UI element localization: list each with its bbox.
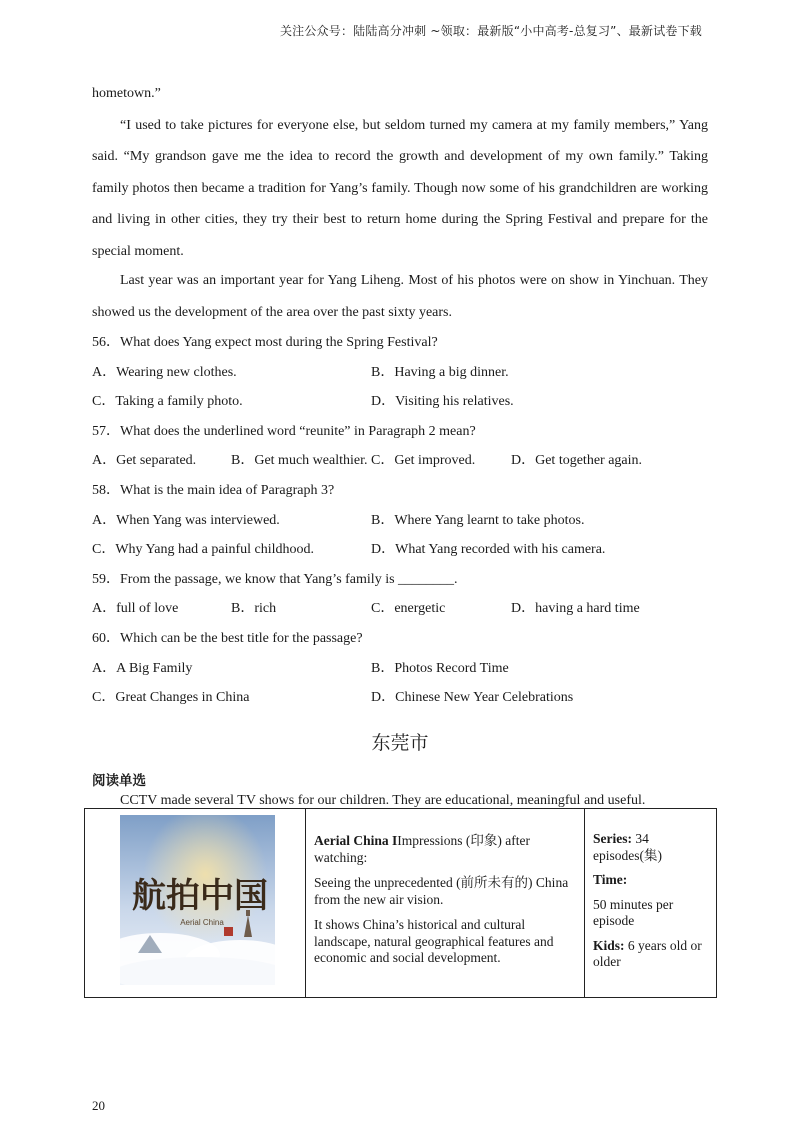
options-row bbox=[92, 654, 708, 684]
option-a[interactable]: A．A Big Family bbox=[92, 660, 193, 676]
poster-subtitle: Aerial China bbox=[180, 918, 224, 927]
paragraph: Last year was an important year for Yang Liheng. Most of his photos were on show in Yinchuan. They showed us the development of the area over the past sixty years. bbox=[92, 273, 708, 320]
option-a[interactable]: A．Get separated. bbox=[92, 453, 197, 469]
section-title: 东莞市 bbox=[371, 731, 429, 754]
show-description: Seeing the unprecedented (前所未有的) China from the new air vision. bbox=[314, 875, 569, 907]
question-stem: 57．What does the underlined word “reunite” in Paragraph 2 mean? bbox=[92, 423, 476, 439]
option-c[interactable]: C．Great Changes in China bbox=[92, 690, 250, 706]
option-b[interactable]: B．Where Yang learnt to take photos. bbox=[371, 512, 585, 528]
question-stem: 58．What is the main idea of Paragraph 3? bbox=[92, 482, 335, 498]
section-label: 阅读单选 bbox=[92, 772, 146, 789]
options-row bbox=[92, 594, 708, 624]
option-a[interactable]: A．When Yang was interviewed. bbox=[92, 512, 280, 528]
options-row bbox=[92, 535, 708, 565]
options-row bbox=[92, 506, 708, 536]
option-c[interactable]: C．Taking a family photo. bbox=[92, 394, 243, 410]
series-value: 34 episodes(集) bbox=[593, 831, 662, 863]
option-d[interactable]: D．Get together again. bbox=[511, 453, 643, 469]
options-row bbox=[92, 683, 708, 713]
info-cell bbox=[585, 809, 717, 998]
description-cell bbox=[306, 809, 585, 998]
paragraph: hometown.” bbox=[92, 86, 161, 101]
options-row bbox=[92, 387, 708, 417]
options-row bbox=[92, 358, 708, 388]
option-c[interactable]: C．Why Yang had a painful childhood. bbox=[92, 542, 315, 558]
paragraph: “I used to take pictures for everyone else, but seldom turned my camera at my family members,” Yang said. “My grandson gave me the idea to record the growth and development of my own family.” Taking family photos then became a tradition for Yang’s family. Though now some of his grandchildren are working and living in other cities, they try their best to return home during the Spring Festival and prepare for the special moment. bbox=[92, 117, 708, 259]
show-poster-image bbox=[120, 815, 275, 985]
series-label: Series: bbox=[593, 831, 632, 846]
reading-content bbox=[92, 78, 708, 813]
kids-value: 6 years old or older bbox=[593, 937, 702, 969]
page-header: 关注公众号：陆陆高分冲刺 ~领取：最新版“小中高考-总复习”、最新试卷下载 bbox=[279, 24, 702, 38]
option-d[interactable]: D．Chinese New Year Celebrations bbox=[371, 690, 574, 706]
option-c[interactable]: C．Get improved. bbox=[371, 453, 476, 469]
option-a[interactable]: A．Wearing new clothes. bbox=[92, 364, 237, 380]
show-description: It shows China’s historical and cultural landscape, natural geographical features and economic and social development. bbox=[314, 917, 554, 965]
option-d[interactable]: D．Visiting his relatives. bbox=[371, 394, 514, 410]
page-number: 20 bbox=[92, 1098, 105, 1113]
option-a[interactable]: A．full of love bbox=[92, 601, 179, 617]
option-b[interactable]: B．Get much wealthier. bbox=[231, 453, 368, 469]
poster-cell bbox=[85, 809, 306, 998]
show-title: Aerial China I bbox=[314, 833, 398, 848]
option-b[interactable]: B．Photos Record Time bbox=[371, 660, 509, 676]
option-b[interactable]: B．Having a big dinner. bbox=[371, 364, 509, 380]
option-d[interactable]: D．What Yang recorded with his camera. bbox=[371, 542, 606, 558]
section-intro: CCTV made several TV shows for our children. They are educational, meaningful and useful. bbox=[120, 792, 646, 808]
question-stem: 56．What does Yang expect most during the Spring Festival? bbox=[92, 335, 438, 350]
question-stem: 60．Which can be the best title for the passage? bbox=[92, 630, 363, 646]
poster-title: 航拍中国 bbox=[132, 876, 268, 916]
question-stem: 59．From the passage, we know that Yang’s family is ________. bbox=[92, 571, 458, 587]
time-label: Time: bbox=[593, 872, 628, 887]
option-b[interactable]: B．rich bbox=[231, 601, 277, 617]
show-title-rest: Impressions (印象) after watching: bbox=[314, 833, 530, 865]
time-value: 50 minutes per episode bbox=[593, 896, 674, 928]
tv-show-table bbox=[84, 808, 717, 998]
kids-label: Kids: bbox=[593, 937, 625, 953]
options-row bbox=[92, 446, 708, 476]
option-c[interactable]: C．energetic bbox=[371, 601, 446, 617]
option-d[interactable]: D．having a hard time bbox=[511, 601, 640, 617]
